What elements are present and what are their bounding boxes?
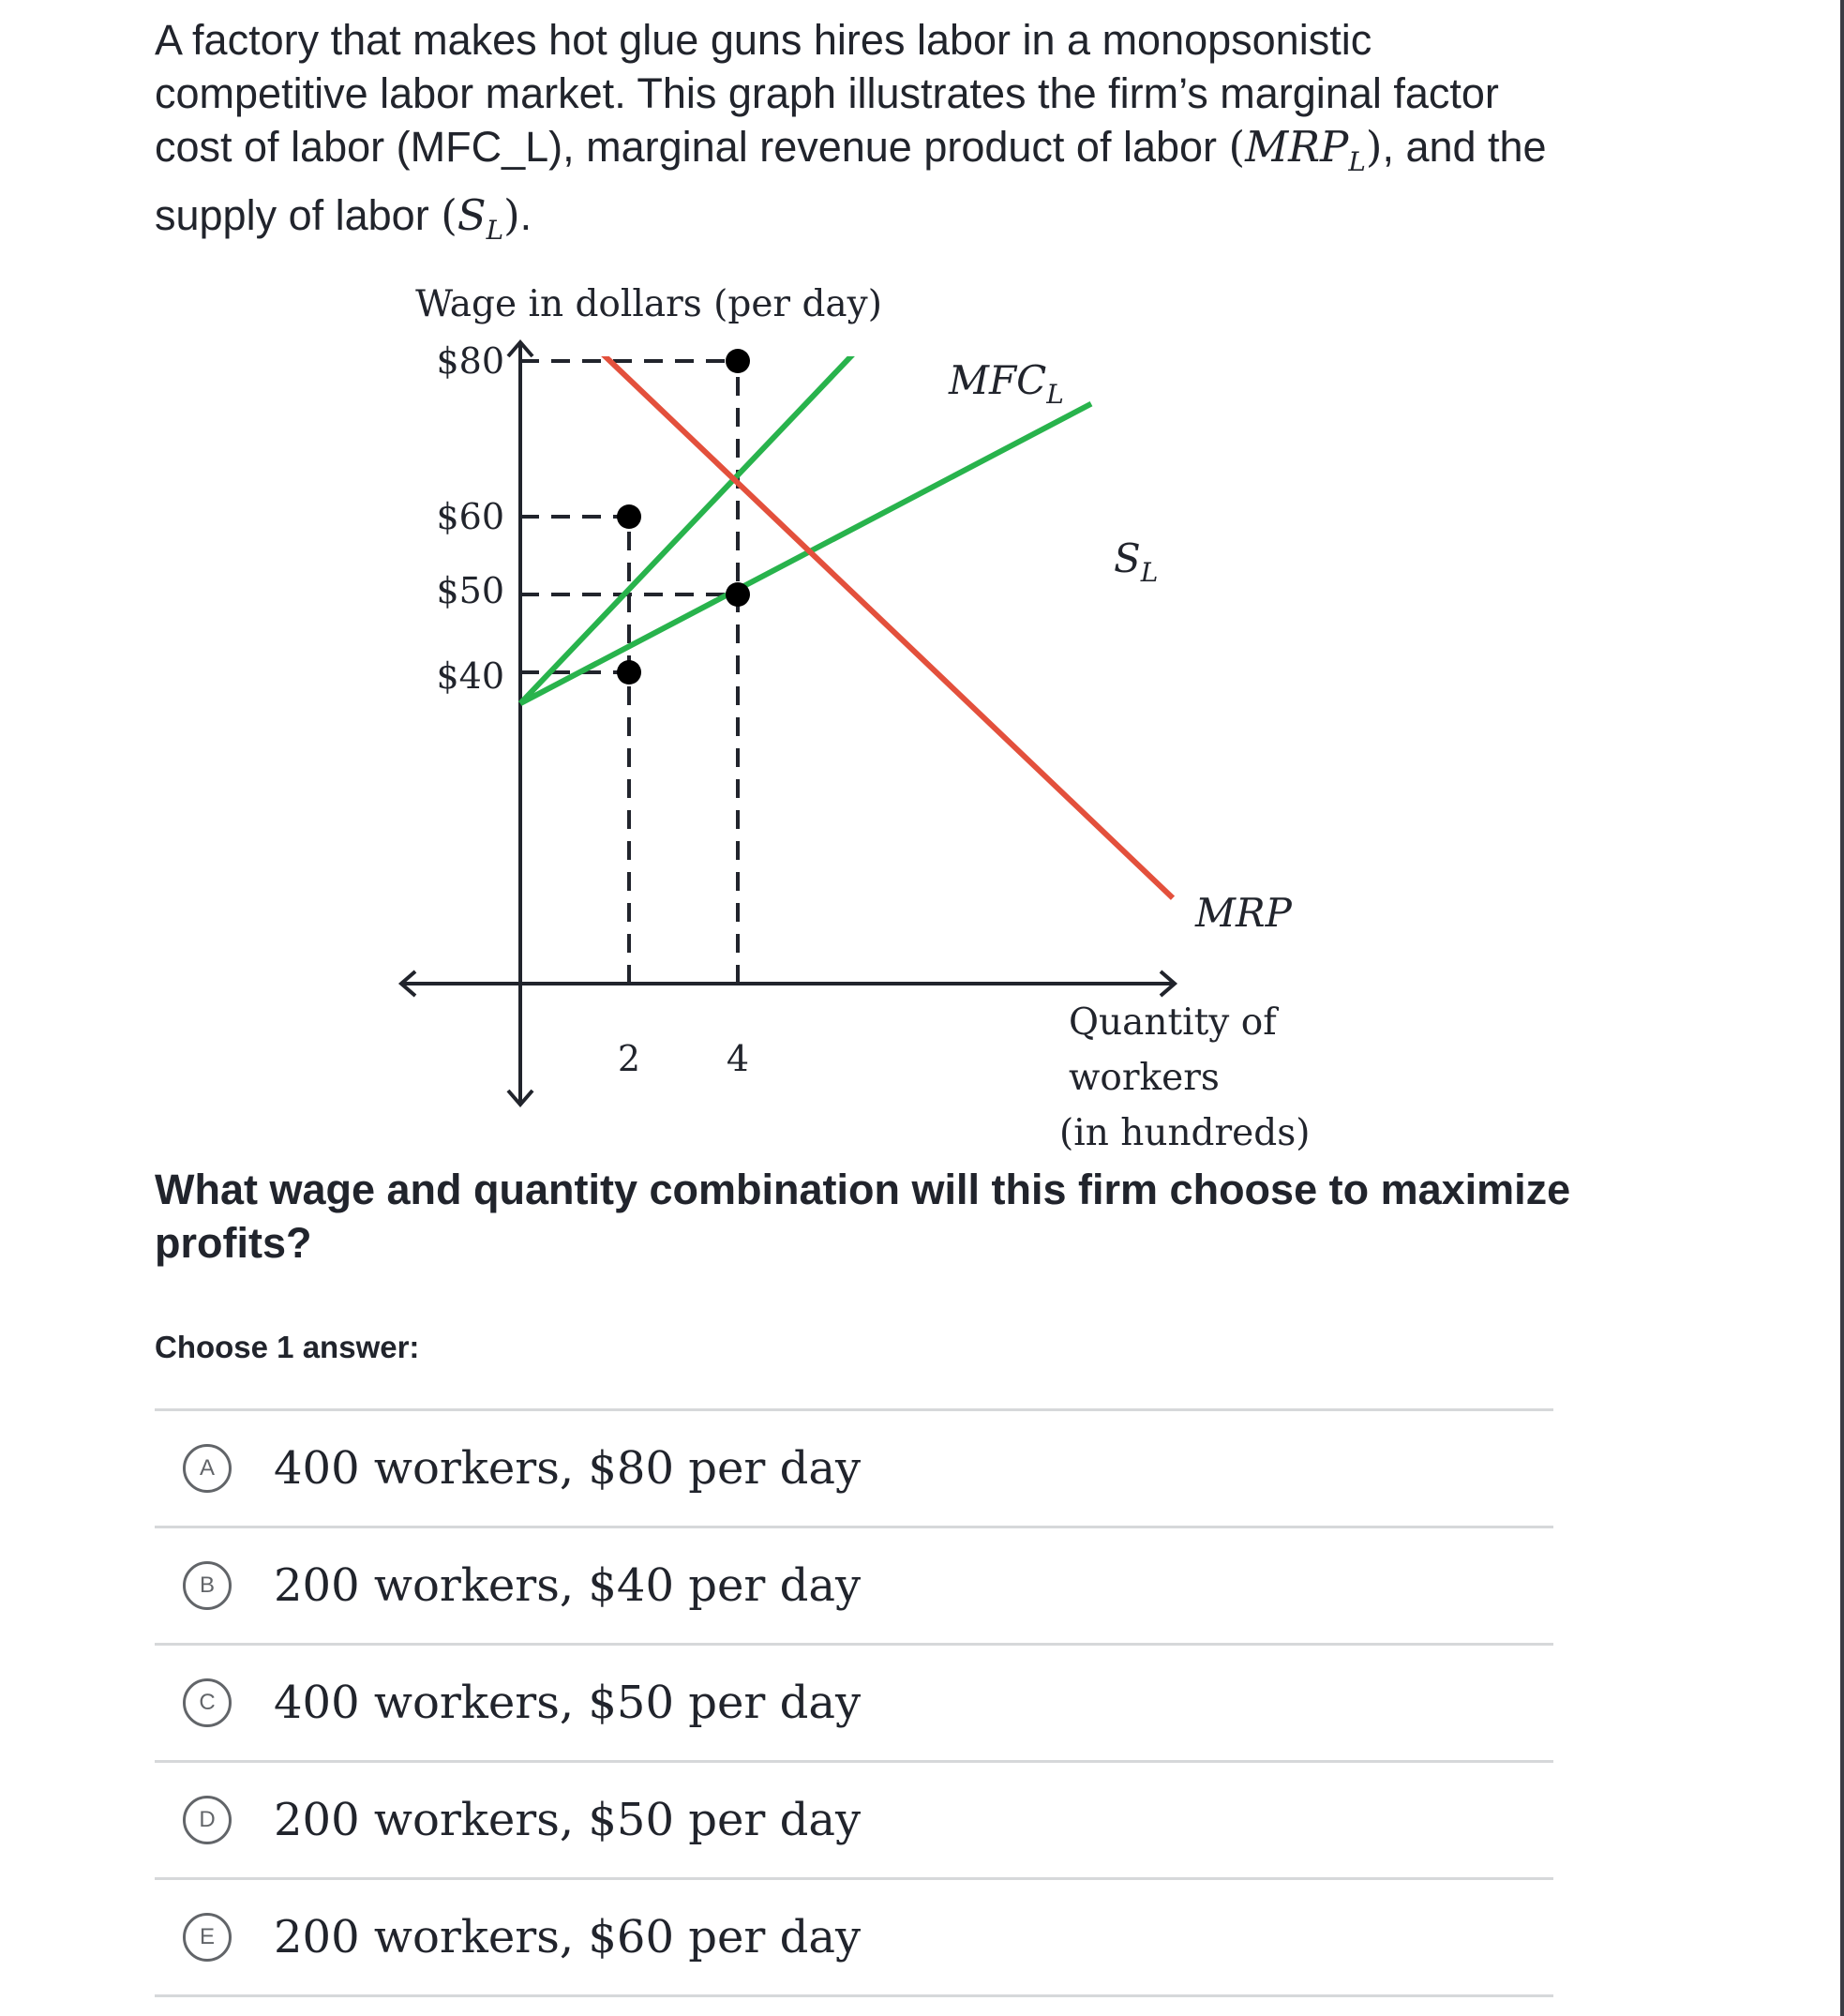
- supply-math: $(S_L)$: [441, 190, 520, 246]
- mrp-math: $(MRP_L)$: [1228, 122, 1383, 177]
- question-text: What wage and quantity combination will this firm choose to maximize profits?: [155, 1166, 1571, 1267]
- answer-text-b: 200 workers, $40 per day: [274, 1559, 862, 1612]
- answer-choice-e[interactable]: [155, 1877, 1553, 1997]
- x-tick-label-4: 4: [726, 1038, 750, 1079]
- answer-text-e: 200 workers, $60 per day: [274, 1911, 862, 1963]
- intersection-points: [617, 349, 750, 685]
- x-axis-label-line-3: (in hundreds): [1059, 1112, 1311, 1154]
- x-axis-label-line-1: Quantity of: [1069, 1001, 1277, 1044]
- y-tick-label-80: $80: [436, 340, 504, 382]
- y-axis-label: Wage in dollars (per day): [415, 283, 882, 325]
- radio-letter-d[interactable]: D: [183, 1796, 232, 1844]
- x-axis-label: [1059, 1001, 1310, 1154]
- choose-label: Choose 1 answer:: [155, 1330, 420, 1364]
- answer-choice-b[interactable]: [155, 1526, 1553, 1643]
- answer-choice-d[interactable]: [155, 1760, 1553, 1877]
- point-4-80: [726, 349, 750, 373]
- answer-list: [155, 1408, 1553, 1997]
- answer-choice-c[interactable]: [155, 1643, 1553, 1760]
- s-curve: [520, 404, 1091, 704]
- y-tick-label-50: $50: [436, 570, 504, 611]
- mrp-label: MRP: [1195, 890, 1292, 936]
- point-4-50: [726, 582, 750, 607]
- supply-label: $S_L$: [1114, 535, 1159, 588]
- x-tick-label-2: 2: [617, 1038, 641, 1079]
- intro-text-before: A factory that makes hot glue guns hires labor in a monopsonistic competitive labor market. This graph illustrates the firm’s marginal factor cost of labor (MFC_L), marginal revenue product of labor: [155, 16, 1499, 171]
- x-axis-label-line-2: workers: [1069, 1057, 1220, 1099]
- radio-letter-b[interactable]: B: [183, 1561, 232, 1610]
- curves: [520, 276, 1173, 898]
- radio-letter-c[interactable]: C: [183, 1678, 232, 1727]
- point-2-40: [617, 660, 641, 685]
- mrp-curve: [520, 276, 1173, 898]
- radio-letter-a[interactable]: A: [183, 1444, 232, 1493]
- mfc-label: $MFC_L$: [949, 357, 1064, 410]
- axes: [401, 342, 1175, 1105]
- intro-text-middle: , and the supply of labor: [155, 123, 1547, 239]
- y-tick-label-40: $40: [436, 655, 504, 697]
- point-2-60: [617, 504, 641, 529]
- intro-text-end: .: [519, 191, 532, 239]
- radio-letter-e[interactable]: E: [183, 1913, 232, 1962]
- mfc-curve: [520, 276, 928, 704]
- answer-text-c: 400 workers, $50 per day: [274, 1677, 862, 1729]
- answer-text-a: 400 workers, $80 per day: [274, 1442, 862, 1495]
- answer-text-d: 200 workers, $50 per day: [274, 1794, 862, 1846]
- answer-choice-a[interactable]: [155, 1408, 1553, 1526]
- y-tick-label-60: $60: [436, 496, 504, 537]
